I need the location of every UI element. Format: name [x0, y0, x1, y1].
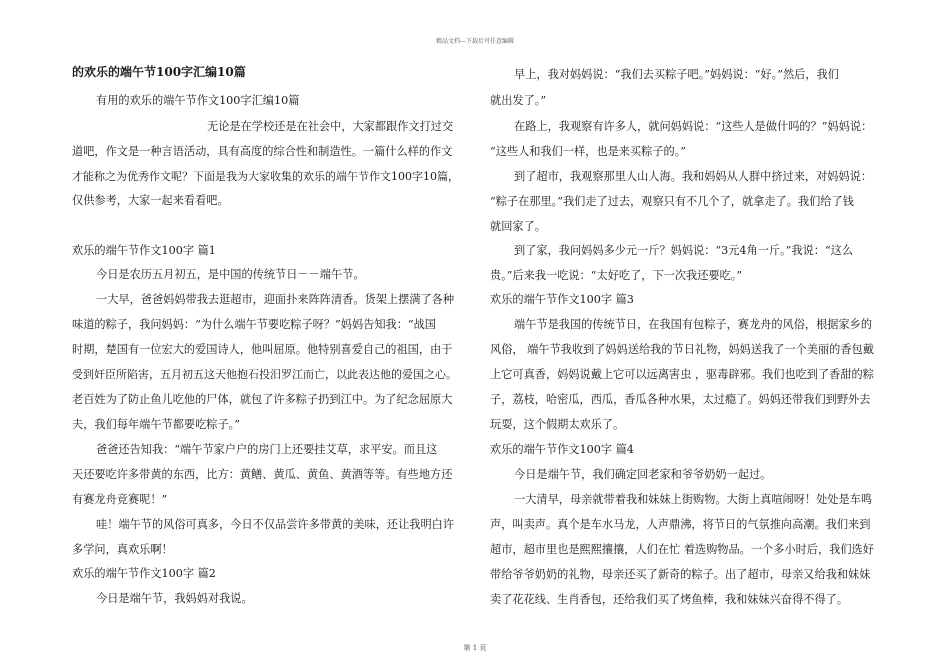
text-line: 就出发了。” [490, 94, 547, 107]
page-footer: 第 1 页 [463, 644, 487, 652]
text-line: 老百姓为了防止鱼儿吃他的尸体，就包了许多粽子扔到江中。为了纪念屈原大 [72, 393, 453, 406]
text-line: 夫，我们每年端午节都要吃粽子。” [72, 418, 240, 431]
text-line: 仅供参考，大家一起来看看吧。 [72, 194, 229, 207]
text-line: 风俗， 端午节我收到了妈妈送给我的节日礼物，妈妈送我了一个美丽的香包戴 [490, 343, 874, 356]
text-line: 道吧，作文是一种言语活动，具有高度的综合性和制造性。一篇什么样的作文 [72, 145, 453, 158]
subtitle-line: 有用的欢乐的端午节作文100字汇编10篇 [96, 94, 300, 107]
text-line: 哇！端午节的风俗可真多，今日不仅品尝许多带黄的美味，还让我明白许 [96, 518, 455, 531]
text-line: 天还要吃许多带黄的东西，比方：黄鳝、黄瓜、黄鱼、黄酒等等。有些地方还 [72, 468, 453, 481]
text-line: 声，叫卖声。真个是车水马龙，人声鼎沸，将节日的气氛推向高潮。我们来到 [490, 518, 871, 531]
text-line: 就回家了。 [490, 220, 546, 233]
document-title: 的欢乐的端午节100字汇编10篇 [72, 65, 246, 79]
text-line: 端午节是我国的传统节日，在我国有包粽子，赛龙舟的风俗，根据家乡的 [514, 318, 873, 331]
text-line: 受到奸臣所陷害，五月初五这天他抱石投汨罗江而亡，以此表达他的爱国之心。 [72, 368, 457, 381]
section-heading: 欢乐的端午节作文100字 篇4 [490, 443, 634, 456]
text-line: “粽子在那里。”我们走了过去，观察只有不几个了，就拿走了。我们给了钱 [490, 195, 854, 208]
section-heading: 欢乐的端午节作文100字 篇1 [72, 244, 216, 257]
text-line: 子，荔枝，哈密瓜，西瓜，香瓜各种水果，太过瘾了。妈妈还带我们到野外去 [490, 393, 871, 406]
text-line: 卖了花花线、生肖香包，还给我们买了烤鱼棒，我和妹妹兴奋得不得了。 [490, 593, 849, 606]
text-line: “这些人和我们一样，也是来买粽子的。” [490, 145, 687, 158]
text-line: 玩耍，这个假期太欢乐了。 [490, 418, 625, 431]
section-heading: 欢乐的端午节作文100字 篇2 [72, 567, 216, 580]
text-line: 今日是端午节，我妈妈对我说。 [96, 592, 253, 605]
text-line: 在路上，我观察有许多人，就问妈妈说：“这些人是做什吗的？”妈妈说： [514, 120, 873, 133]
text-line: 到了超市，我观察那里人山人海。我和妈妈从人群中挤过来，对妈妈说： [514, 170, 873, 183]
section-heading: 欢乐的端午节作文100字 篇3 [490, 293, 634, 306]
text-line: 才能称之为优秀作文呢？下面是我为大家收集的欢乐的端午节作文100字10篇， [72, 170, 459, 183]
text-line: 一大清早，母亲就带着我和妹妹上街购物。大街上真喧闹呀！处处是车鸣 [514, 493, 873, 506]
text-line: 多学问，真欢乐啊！ [72, 543, 173, 556]
text-line: 时期，楚国有一位宏大的爱国诗人，他叫屈原。他特别喜爱自己的祖国，由于 [72, 343, 453, 356]
text-line: 早上，我对妈妈说：“我们去买粽子吧。”妈妈说：“好。”然后，我们 [514, 68, 839, 81]
text-line: 有赛龙舟竞赛呢！” [72, 493, 168, 506]
text-line: 今日是农历五月初五，是中国的传统节日－－端午节。 [96, 268, 365, 281]
text-line: 带给爷爷奶奶的礼物，母亲还买了新奇的粽子。出了超市，母亲又给我和妹妹 [490, 568, 871, 581]
text-line: 无论是在学校还是在社会中，大家都跟作文打过交 [207, 120, 454, 133]
text-line: 贵。”后来我一吃说：“太好吃了，下一次我还要吃。” [490, 269, 743, 282]
text-line: 上它可真香，妈妈说戴上它可以远离害虫 ，驱毒辟邪。我们也吃到了香甜的粽 [490, 368, 874, 381]
text-line: 超市，超市里也是熙熙攘攘，人们在忙 着选购物品。一个多小时后，我们选好 [490, 543, 874, 556]
text-line: 到了家，我问妈妈多少元一斤？妈妈说：“3元4角一斤。”我说：“这么 [514, 244, 854, 257]
text-line: 味道的粽子，我问妈妈：“为什么端午节要吃粽子呀？”妈妈告知我：“战国 [72, 318, 436, 331]
page-header: 精品文档---下载后可任意编辑 [435, 38, 515, 45]
text-line: 爸爸还告知我：“端午节家户户的房门上还要挂艾草，求平安。而且这 [96, 443, 438, 456]
text-line: 今日是端午节，我们确定回老家和爷爷奶奶一起过。 [514, 468, 772, 481]
text-line: 一大早，爸爸妈妈带我去逛超市，迎面扑来阵阵清香。货架上摆满了各种 [96, 293, 455, 306]
